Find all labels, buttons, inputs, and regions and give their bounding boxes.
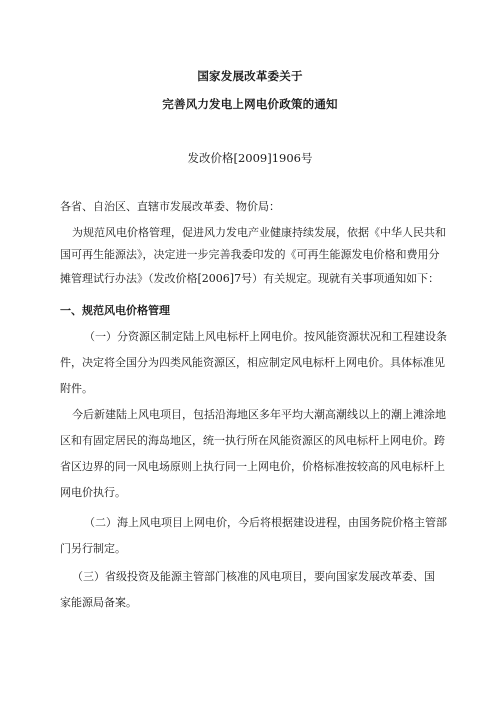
intro-line-3: 摊管理试行办法》（发改价格[2006]7号）有关规定。现就有关事项通知如下： (60, 272, 440, 285)
item1-line-2: 件，决定将全国分为四类风能资源区，相应制定风电标杆上网电价。具体标准见 (60, 356, 445, 369)
item2-line-2: 门另行制定。 (60, 542, 126, 555)
new-projects-line-2: 区和有固定居民的海岛地区，统一执行所在风能资源区的风电标杆上网电价。跨 (60, 434, 445, 447)
item1-line-3: 附件。 (60, 382, 93, 395)
new-projects-line-1: 今后新建陆上风电项目，包括沿海地区多年平均大潮高潮线以上的潮上滩涂地 (72, 408, 446, 421)
new-projects-line-3: 省区边界的同一风电场原则上执行同一上网电价，价格标准按较高的风电标杆上 (60, 460, 445, 473)
intro-line-2: 国可再生能源法》，决定进一步完善我委印发的《可再生能源发电价格和费用分 (60, 248, 440, 261)
document-title-line-2: 完善风力发电上网电价政策的通知 (162, 97, 338, 111)
item2-line-1: （二）海上风电项目上网电价，今后将根据建设进程，由国务院价格主管部 (84, 516, 447, 529)
document-number: 发改价格[2009]1906号 (187, 151, 313, 165)
intro-line-1: 为规范风电价格管理，促进风力发电产业健康持续发展，依据《中华人民共和 (72, 226, 446, 239)
new-projects-line-4: 网电价执行。 (60, 486, 126, 499)
document-title-line-1: 国家发展改革委关于 (197, 69, 303, 83)
section-heading-1: 一、规范风电价格管理 (60, 304, 170, 317)
salutation: 各省、自治区、直辖市发展改革委、物价局： (60, 200, 280, 213)
item1-line-1: （一）分资源区制定陆上风电标杆上网电价。按风能资源状况和工程建设条 (84, 330, 447, 343)
item3-line-2: 家能源局备案。 (60, 596, 137, 609)
item3-line-1: （三）省级投资及能源主管部门核准的风电项目，要向国家发展改革委、国 (72, 570, 435, 583)
